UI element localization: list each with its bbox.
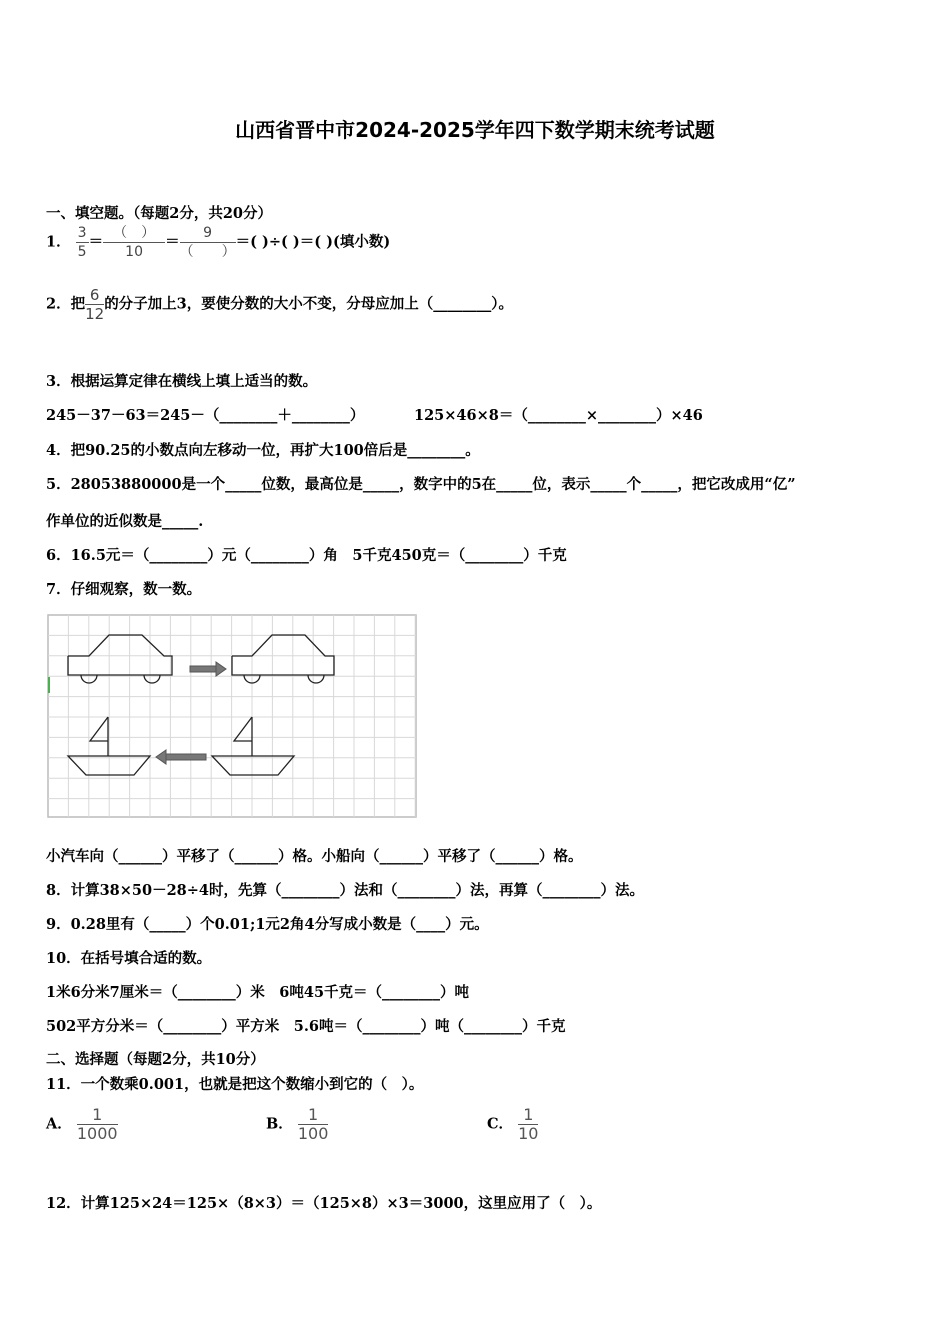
question-5-line-1: 5．28053880000是一个_____位数，最高位是_____，数字中的5在_____位，表示_____个_____，把它改成用“亿” (46, 476, 796, 493)
question-9: 9．0.28里有（_____）个0.01;1元2角4分写成小数是（____）元。 (46, 916, 489, 933)
q1-number: 1． (46, 233, 71, 251)
q2-fraction: $\frac{6}{12}$ (85, 286, 105, 323)
question-11: 11．一个数乘0.001，也就是把这个数缩小到它的（ ）。 (46, 1076, 424, 1093)
question-3: 3．根据运算定律在横线上填上适当的数。 (46, 373, 318, 390)
question-7: 7．仔细观察，数一数。 (46, 581, 202, 598)
question-12: 12．计算125×24＝125×（8×3）＝（125×8）×3＝3000，这里应用了（ ）。 (46, 1195, 602, 1212)
question-3a: 245－37－63＝245－（________＋________） (46, 407, 365, 424)
option-c[interactable]: C． $\frac{1}{10}$ (487, 1105, 539, 1143)
question-1: 1． $\frac{3}{5}$ ＝ $\frac{( )}{10}$ ＝ $\frac{9}{( )}$ ＝( )÷( )＝( )(填小数) (46, 225, 391, 260)
q1-fraction-3: $\frac{9}{( )}$ (179, 225, 236, 260)
green-marker (48, 677, 50, 693)
page-title: 山西省晋中市2024-2025学年四下数学期末统考试题 (235, 118, 715, 142)
option-c-fraction: $\frac{1}{10}$ (518, 1105, 539, 1143)
question-5-line-2: 作单位的近似数是_____. (46, 513, 204, 530)
translation-grid-figure (46, 613, 418, 819)
question-3b: 125×46×8＝（________×________）×46 (414, 407, 703, 424)
option-a-fraction: $\frac{1}{1000}$ (76, 1105, 118, 1143)
q1-fraction-1: $\frac{3}{5}$ (77, 225, 87, 260)
question-7-answer: 小汽车向（______）平移了（______）格。小船向（______）平移了（______）格。 (46, 848, 583, 865)
section-1-heading: 一、填空题。（每题2分，共20分） (46, 205, 273, 222)
question-6: 6．16.5元＝（________）元（________）角 5千克450克＝（________）千克 (46, 547, 567, 564)
question-10: 10．在括号填合适的数。 (46, 950, 212, 967)
question-8: 8．计算38×50－28÷4时，先算（________）法和（________）法，再算（________）法。 (46, 882, 645, 899)
option-b[interactable]: B． $\frac{1}{100}$ (266, 1105, 329, 1143)
question-4: 4．把90.25的小数点向左移动一位，再扩大100倍后是________。 (46, 442, 480, 459)
option-b-fraction: $\frac{1}{100}$ (297, 1105, 329, 1143)
question-2: 2．把 $\frac{6}{12}$ 的分子加上3，要使分数的大小不变，分母应加上（________）。 (46, 286, 514, 323)
option-a[interactable]: A． $\frac{1}{1000}$ (46, 1105, 118, 1143)
question-10a: 1米6分米7厘米＝（________）米 6吨45千克＝（________）吨 (46, 984, 470, 1001)
section-2-heading: 二、选择题（每题2分，共10分） (46, 1051, 265, 1068)
q1-fraction-2: $\frac{( )}{10}$ (103, 224, 165, 261)
question-10b: 502平方分米＝（________）平方米 5.6吨＝（________）吨（________）千克 (46, 1018, 566, 1035)
